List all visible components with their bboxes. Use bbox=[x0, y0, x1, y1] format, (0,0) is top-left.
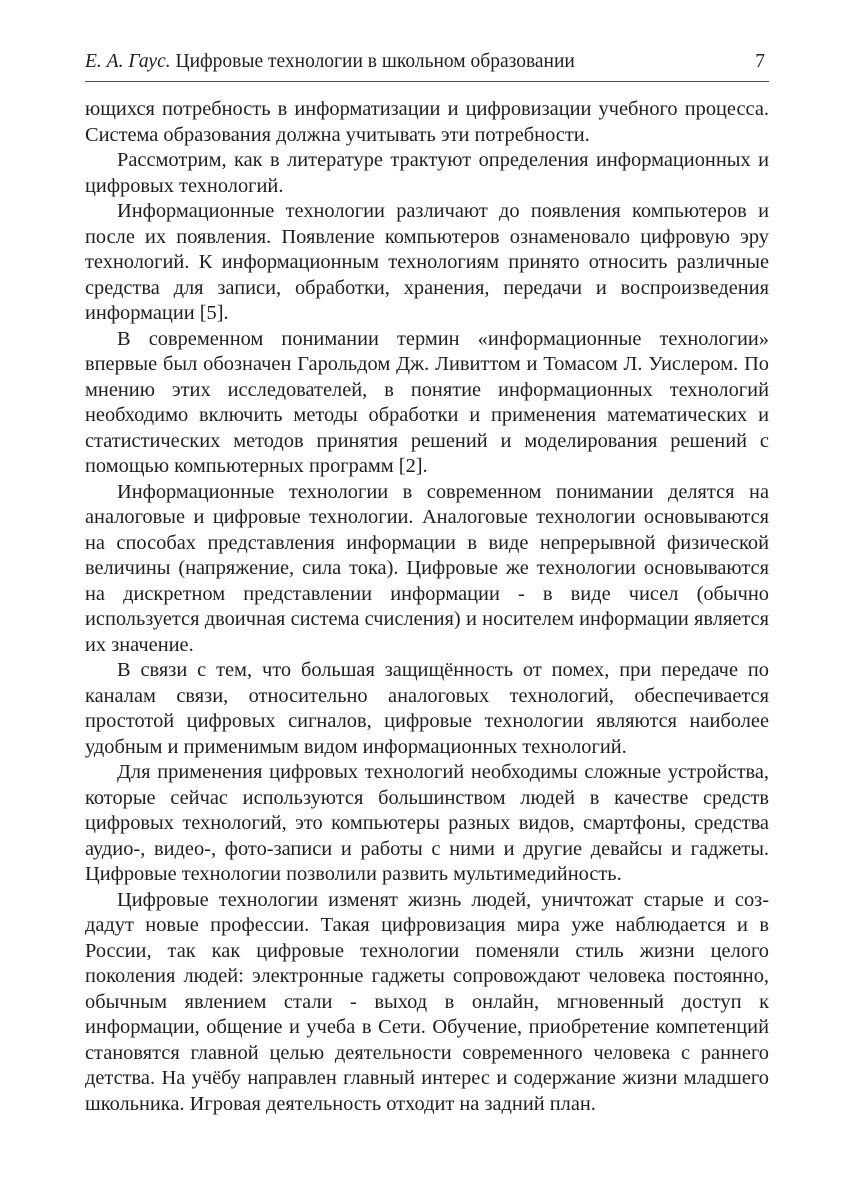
paragraph: Информационные технологии в современном понимании делятся на аналоговые и цифровые технологии. Аналоговые технологии основываются на способах представления информации в виде непрерывной физической величины (напряжение, сила тока). Цифровые же технологии основываются на дискретном представлении информации - в виде чисел (обычно используется двоичная система счисления) и носителем информации является их значение. bbox=[85, 480, 769, 656]
header-book-title: Цифровые технологии в школьном образовании bbox=[170, 51, 575, 72]
paragraph: В связи с тем, что большая защищённость от помех, при передаче по каналам связи, относительно аналоговых технологий, обеспечивается простотой цифровых сигналов, цифровые технологии являются наиболее удобным и применимым видом информационных технологий. bbox=[85, 659, 769, 758]
paragraph: Рассмотрим, как в литературе трактуют определения информационных и цифровых технологий. bbox=[85, 149, 769, 197]
paragraph: Цифровые технологии изменят жизнь людей, уничтожат старые и создадут новые профессии. Такая цифровизация мира уже наблюдается и в России, так как цифровые технологии поменяли стиль жизни целого поколения людей: электронные гаджеты сопровождают человека постоянно, обычным явлением стали - выход в онлайн, мгновенный доступ к информации, общение и учеба в Сети. Обучение, приобретение компетенций становятся главной целью деятельности современного человека с раннего детства. На учёбу направлен главный интерес и содержание жизни младшего школьника. Игровая деятельность отходит на задний план. bbox=[85, 888, 769, 1115]
page-number: 7 bbox=[755, 51, 765, 72]
paragraph: В современном понимании термин «информационные технологии» впервые был обозначен Гарольдом Дж. Ливиттом и Томасом Л. Уислером. По мнению этих исследователей, в понятие информационных технологий необходимо включить методы обработки и применения математических и статистических методов принятия решений и моделирования решений с помощью компьютерных программ [2]. bbox=[85, 327, 769, 477]
paragraph: Информационные технологии различают до появления компьютеров и после их появления. Появление компьютеров ознаменовало цифровую эру технологий. К информационным технологиям принято относить различные средства для записи, обработки, хранения, передачи и воспроизведения информации [5]. bbox=[85, 200, 769, 324]
header-divider bbox=[85, 81, 769, 82]
paragraph: Для применения цифровых технологий необходимы сложные устройства, которые сейчас используются большинством людей в качестве средств цифровых технологий, это компьютеры разных видов, смартфоны, средства аудио-, видео-, фото-записи и работы с ними и другие девайсы и гаджеты. Цифровые технологии позволили развить мультимедийность. bbox=[85, 761, 769, 885]
header-author: Е. А. Гаус. bbox=[85, 51, 171, 72]
body-text bbox=[85, 97, 769, 1117]
paragraph-continuation: ющихся потребность в информатизации и цифровизации учебного процесса. Система образования должна учитывать эти потребности. bbox=[85, 98, 769, 146]
running-header bbox=[85, 48, 769, 78]
